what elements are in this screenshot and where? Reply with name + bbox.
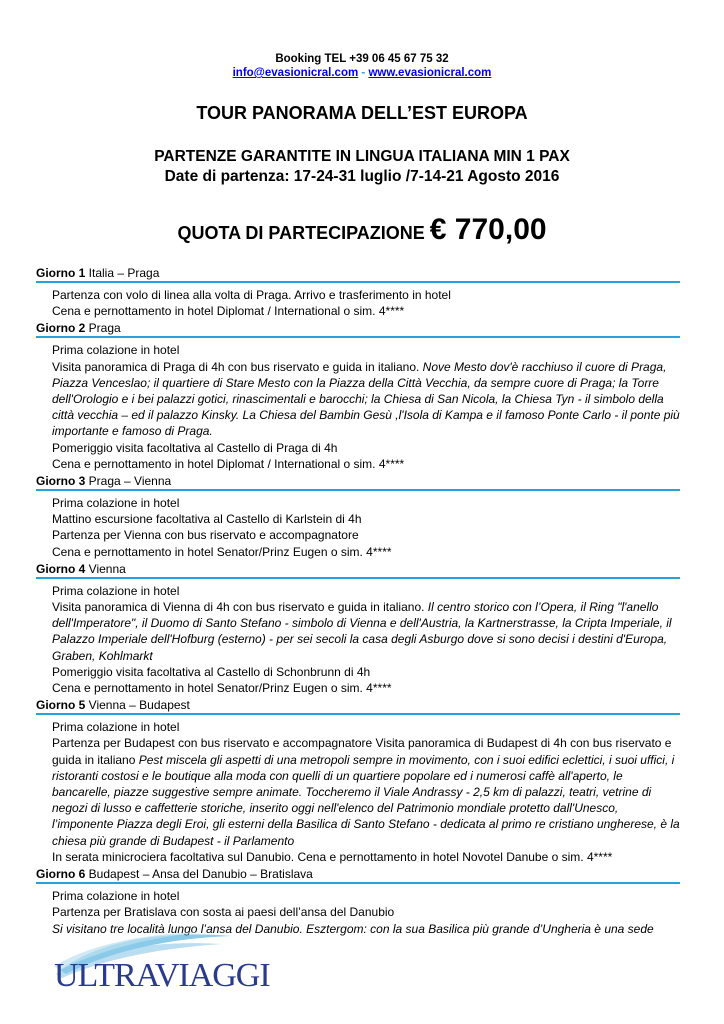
day-place: Vienna <box>85 561 126 576</box>
day-visit <box>52 359 680 440</box>
day-line: Partenza con volo di linea alla volta di Praga. Arrivo e trasferimento in hotel <box>52 288 451 302</box>
day-number: Giorno 3 <box>36 474 86 489</box>
day-number: Giorno 6 <box>36 867 86 882</box>
day-place: Vienna – Budapest <box>85 698 190 713</box>
day-header <box>36 474 680 491</box>
link-separator: - <box>358 67 369 79</box>
price-value: € 770,00 <box>429 213 547 246</box>
day-line: Cena e pernottamento in hotel Diplomat / International o sim. 4**** <box>52 304 405 319</box>
price-label: QUOTA DI PARTECIPAZIONE <box>177 223 430 243</box>
day-visit <box>52 599 680 664</box>
logo-swoosh-icon <box>52 930 270 994</box>
visit-description: Il centro storico con l’Opera, il Ring "l'anello dell'Imperatore", il Duomo di Santo Stefano - simbolo di Vienna e dell'Austria, la Kartnerstrasse, la Cripta Imperiale, il Palazzo Imperiale dell'Hofburg (esterno) - per sei secoli la casa degli Asburgo dove si sono decisi i destini d'Europa, Graben, Kohlmarkt <box>52 600 672 663</box>
day-header <box>36 698 680 715</box>
day-body <box>36 287 680 319</box>
visit-text: Visita panoramica di Praga di 4h con bus riservato e guida in italiano. <box>52 359 423 374</box>
day-number: Giorno 5 <box>36 698 86 713</box>
day-header <box>36 867 680 884</box>
day-line: Pomeriggio visita facoltativa al Castello di Praga di 4h <box>52 440 338 455</box>
logo-text: ULTRAVIAGGI <box>54 957 270 994</box>
day-line: Partenza per Bratislava con sosta ai paesi dell’ansa del Danubio <box>52 905 395 920</box>
day-place: Italia – Praga <box>85 266 160 280</box>
day-header <box>36 562 680 579</box>
ultraviaggi-logo <box>52 930 270 994</box>
day-line: Prima colazione in hotel <box>52 889 180 904</box>
visit-text: Partenza per Budapest con bus riservato e accompagnatore Visita panoramica di Budapest di 4h con bus riservato e guida in italiano <box>52 736 672 767</box>
booking-phone: Booking TEL +39 06 45 67 75 32 <box>275 53 449 65</box>
day-number: Giorno 4 <box>36 561 86 576</box>
day-line: Mattino escursione facoltativa al Castello di Karlstein di 4h <box>52 512 362 527</box>
day-place: Praga – Vienna <box>85 474 172 489</box>
contact-links <box>0 66 724 80</box>
day-body <box>36 719 680 865</box>
day-place: Praga <box>85 321 121 336</box>
visit-description: Nove Mesto dov'è racchiuso il cuore di Praga, Piazza Venceslao; il quartiere di Stare Mesto con la Piazza della Città Vecchia, da sempre cuore di Praga; la Torre dell'Orologio e i bei palazzi gotici, rinascimentali e barocchi; la Chiesa di San Nicola, la Chiesa Tyn - il simbolo della città vecchia – ed il palazzo Kinsky. La Chiesa del Bambin Gesù ,l'Isola di Kampa e il famoso Ponte Carlo - il ponte più importante e famoso di Praga. <box>52 359 680 439</box>
day-line: Cena e pernottamento in hotel Diplomat / International o sim. 4**** <box>52 456 405 471</box>
day-visit <box>52 735 680 848</box>
day-body <box>36 583 680 696</box>
day-line: Prima colazione in hotel <box>52 496 180 511</box>
day-number: Giorno 2 <box>36 321 86 336</box>
day-line: Prima colazione in hotel <box>52 720 180 735</box>
day-line: Partenza per Vienna con bus riservato e accompagnatore <box>52 528 359 543</box>
subtitle-guaranteed: PARTENZE GARANTITE IN LINGUA ITALIANA MIN 1 PAX <box>154 148 570 165</box>
day-line: Cena e pernottamento in hotel Senator/Prinz Eugen o sim. 4**** <box>52 544 392 559</box>
day-header <box>36 266 680 283</box>
day-line: Pomeriggio visita facoltativa al Castello di Schonbrunn di 4h <box>52 664 371 679</box>
day-place: Budapest – Ansa del Danubio – Bratislava <box>85 867 313 882</box>
day-number: Giorno 1 <box>36 266 86 280</box>
day-line: Cena e pernottamento in hotel Senator/Prinz Eugen o sim. 4**** <box>52 681 392 696</box>
visit-text: Visita panoramica di Vienna di 4h con bus riservato e guida in italiano. <box>52 600 428 615</box>
price-line <box>0 212 724 253</box>
day-header <box>36 321 680 338</box>
day-line: Prima colazione in hotel <box>52 343 180 358</box>
day-line: In serata minicrociera facoltativa sul Danubio. Cena e pernottamento in hotel Novotel Danube o sim. 4**** <box>52 849 613 864</box>
email-link[interactable]: info@evasionicral.com <box>232 67 359 79</box>
italic-text: Si visitano tre località lungo l’ansa del Danubio. Esztergom: con la sua Basilica più grande d’Ungheria è una sede <box>52 921 654 936</box>
website-link[interactable]: www.evasionicral.com <box>368 67 492 79</box>
subtitle-dates: Date di partenza: 17-24-31 luglio /7-14-21 Agosto 2016 <box>164 168 560 185</box>
itinerary <box>36 266 680 939</box>
day-line: Prima colazione in hotel <box>52 583 180 598</box>
day-body <box>36 342 680 472</box>
day-body <box>36 495 680 560</box>
page-title: TOUR PANORAMA DELL’EST EUROPA <box>196 103 528 123</box>
visit-description: Pest miscela gli aspetti di una metropoli sempre in movimento, con i suoi edifici eclettici, i suoi uffici, i ristoranti costosi e le boutique alla moda con quelli di un quartiere popolare ed i numerosi caffè all'aperto, le bancarelle, piazze suggestive sempre animate. Toccheremo il Viale Andrassy - 2,5 km di palazzi, teatri, vetrine di negozi di lusso e caffetterie storiche, inserito oggi nell'elenco del Patrimonio mondiale protetto dall'Unesco, l’imponente Piazza degli Eroi, gli esterni della Basilica di Santo Stefano - dedicata al primo re cristiano ungherese, è la chiesa più grande di Budapest - il Parlamento <box>52 752 680 848</box>
